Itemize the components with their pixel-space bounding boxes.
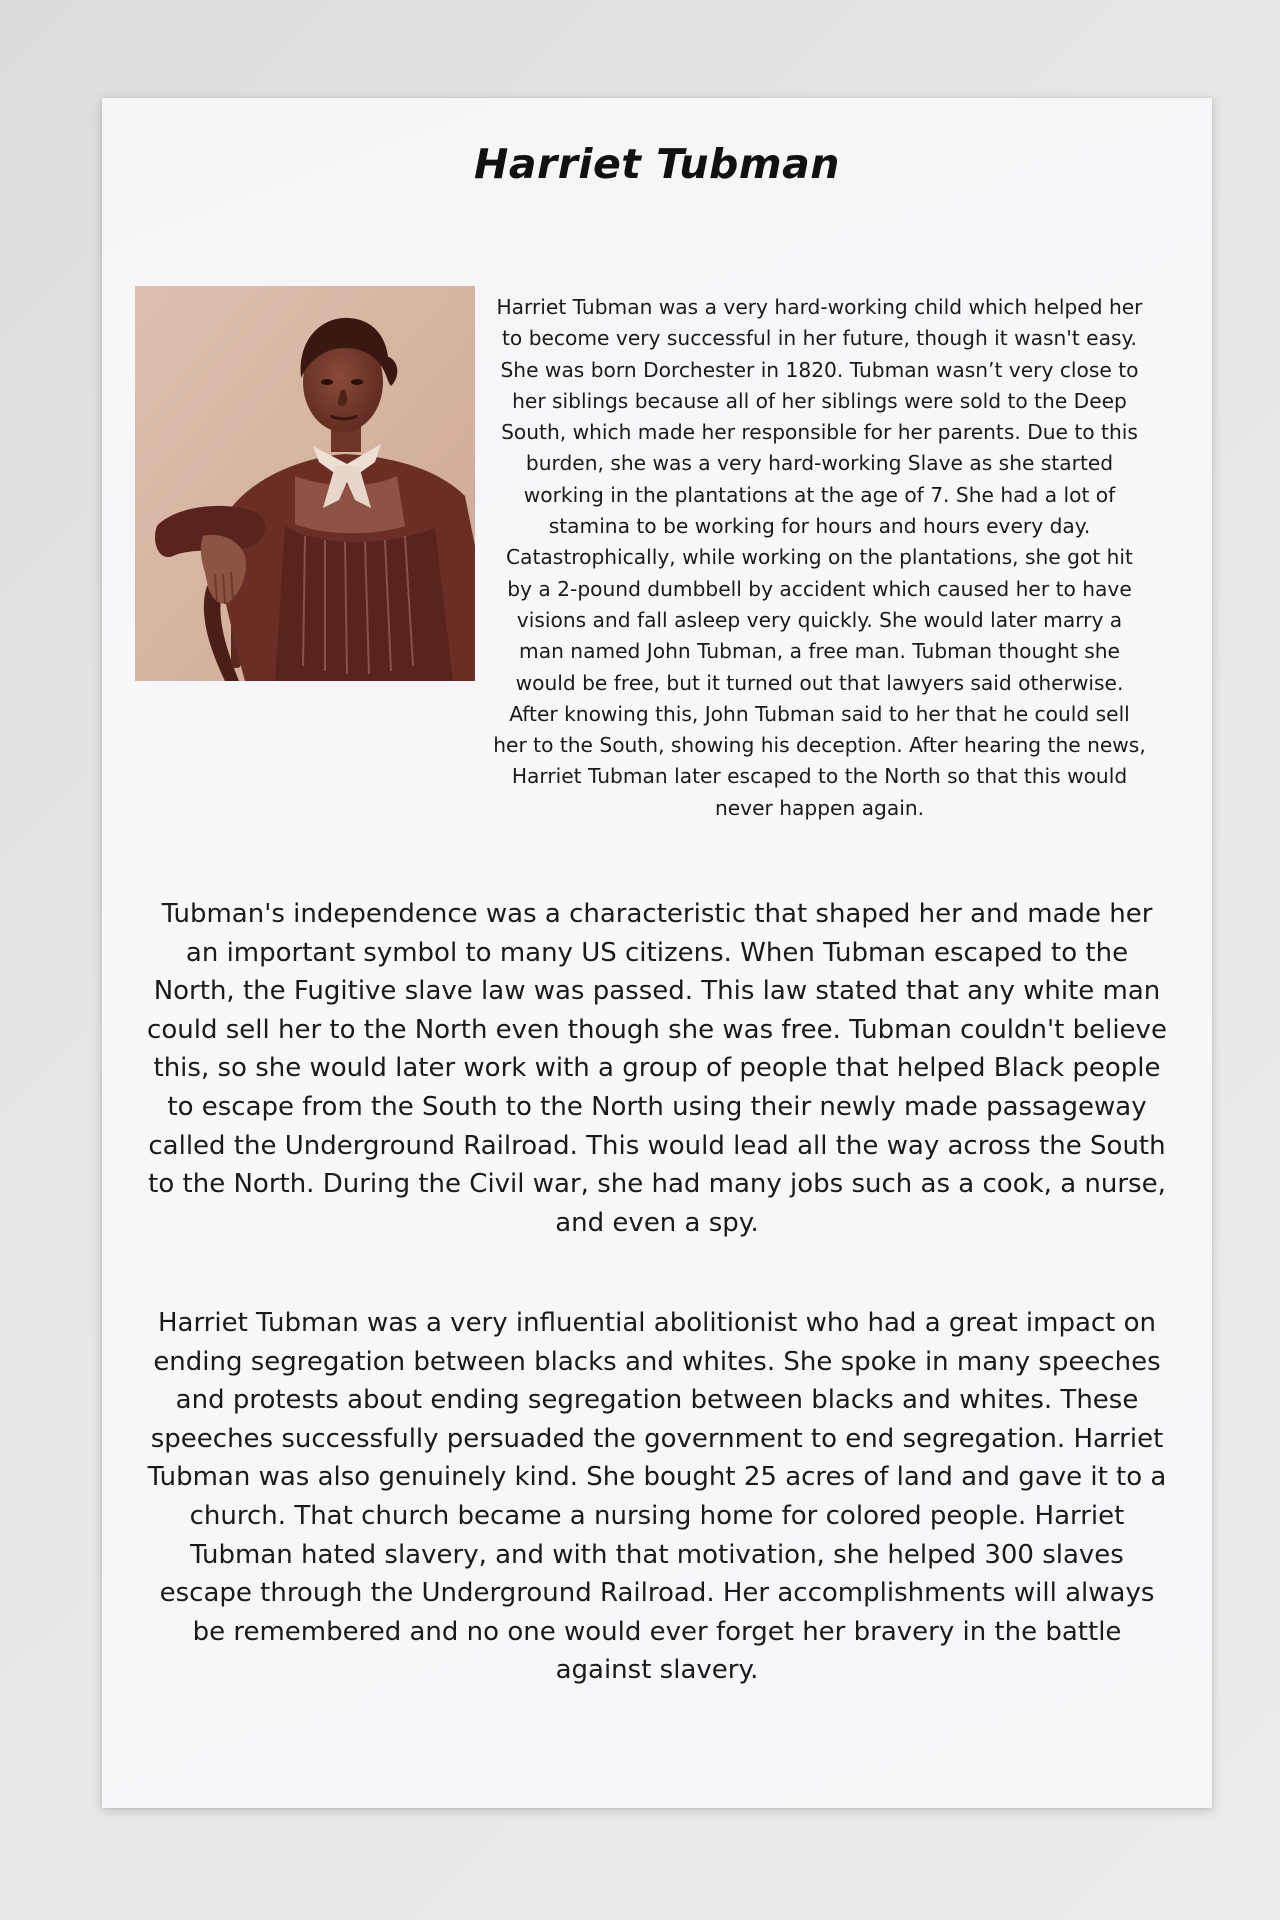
paper-sheet <box>102 98 1212 1808</box>
portrait-photo-icon <box>135 286 475 681</box>
legacy-paragraph: Harriet Tubman was a very influential abolitionist who had a great impact on ending segregation between blacks and whites. She spoke in many speeches and protests about ending segregation between blacks and whites. These speeches successfully persuaded the government to end segregation. Harriet Tubman was also genuinely kind. She bought 25 acres of land and gave it to a church. That church became a nursing home for colored people. Harriet Tubman hated slavery, and with that motivation, she helped 300 slaves escape through the Underground Railroad. Her accomplishments will always be remembered and no one would ever forget her bravery in the battle against slavery. <box>147 1308 1167 1686</box>
intro-paragraph: Harriet Tubman was a very hard-working child which helped her to become very successful in her future, though it wasn't easy. She was born Dorchester in 1820. Tubman wasn’t very close to her siblings because all of her siblings were sold to the Deep South, which made her responsible for her parents. Due to this burden, she was a very hard-working Slave as she started working in the plantations at the age of 7. She had a lot of stamina to be working for hours and hours every day. Catastrophically, while working on the plantations, she got hit by a 2-pound dumbbell by accident which caused her to have visions and fall asleep very quickly. She would later marry a man named John Tubman, a free man. Tubman thought she would be free, but it turned out that lawyers said otherwise. After knowing this, John Tubman said to her that he could sell her to the South, showing his deception. After hearing the news, Harriet Tubman later escaped to the North so that this would never happen again. <box>493 295 1146 820</box>
page-title: Harriet Tubman <box>474 140 840 188</box>
independence-paragraph: Tubman's independence was a characteristic that shaped her and made her an important symbol to many US citizens. When Tubman escaped to the North, the Fugitive slave law was passed. This law stated that any white man could sell her to the North even though she was free. Tubman couldn't believe this, so she would later work with a group of people that helped Black people to escape from the South to the North using their newly made passageway called the Underground Railroad. This would lead all the way across the South to the North. During the Civil war, she had many jobs such as a cook, a nurse, and even a spy. <box>147 899 1167 1238</box>
portrait-image <box>135 286 475 681</box>
